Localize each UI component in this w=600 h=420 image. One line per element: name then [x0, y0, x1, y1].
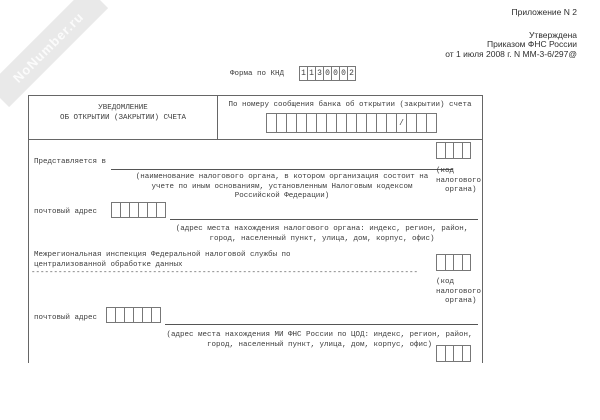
- mri-fns-line2: централизованной обработке данных: [34, 260, 183, 269]
- form-cell: 1: [307, 66, 316, 81]
- dashed-separator: --------------------------------------------------------------------------------------: [31, 269, 419, 277]
- approval-block: [445, 8, 577, 59]
- tax-authority-code-note: (код налогового органа): [436, 167, 482, 194]
- postal-address-label-2: почтовый адрес: [34, 314, 98, 322]
- postal-address-note-1: (адрес места нахождения налогового органа: индекс, регион, район, город, населенный пункт, улица, дом, корпус, офис): [175, 225, 469, 243]
- tax-authority-name-line: [111, 148, 453, 170]
- order-date: от 1 июля 2008 г. N ММ-3-6/297@: [445, 48, 577, 59]
- form-title-box: [28, 95, 483, 140]
- mri-fns-line1: Межрегиональная инспекция Федеральной налоговой службы по: [34, 251, 291, 259]
- knd-label: Форма по КНД: [230, 69, 285, 78]
- form-title-cell: [29, 96, 218, 139]
- bottom-code-boxes: [436, 345, 471, 362]
- form-cell: /: [396, 113, 407, 133]
- watermark-text: NoNumber.ru: [9, 8, 87, 86]
- postal-address-label-1: почтовый адрес: [34, 208, 98, 216]
- mri-code-boxes: [436, 254, 471, 271]
- postal-address-line-2: [165, 313, 478, 325]
- postal-index-boxes-2: [106, 307, 161, 323]
- form-cell: 1: [299, 66, 308, 81]
- form-cell: [426, 113, 437, 133]
- mri-code-note: (код налогового органа): [436, 278, 482, 305]
- form-cell: 0: [331, 66, 340, 81]
- knd-code-boxes: [299, 66, 356, 81]
- form-body: [28, 140, 483, 363]
- form-cell: 0: [323, 66, 332, 81]
- form-cell: 0: [339, 66, 348, 81]
- form-title-line2: ОБ ОТКРЫТИИ (ЗАКРЫТИИ) СЧЕТА: [59, 114, 187, 122]
- postal-index-boxes-1: [111, 202, 166, 218]
- form-cell: [462, 254, 472, 271]
- bank-message-number-boxes: [266, 113, 437, 133]
- tax-authority-note: (наименование налогового органа, в котором организация состоит на учете по иным основаниям, установленным Налоговым кодексом Российской Федерации): [135, 173, 429, 200]
- form-cell: 3: [315, 66, 324, 81]
- knd-row: [230, 66, 356, 81]
- form-cell: 2: [347, 66, 356, 81]
- appendix-number: Приложение N 2: [511, 7, 577, 17]
- postal-address-note-2: (адрес места нахождения МИ ФНС России по ЦОД: индекс, регион, район, город, населенный пункт, улица, дом, корпус, офис): [166, 331, 473, 349]
- approved-label: Утверждена: [529, 29, 577, 40]
- postal-address-line-1: [170, 208, 478, 220]
- form-cell: [462, 345, 472, 362]
- bank-message-label: По номеру сообщения банка об открытии (закрытии) счета: [228, 101, 472, 109]
- tax-authority-code-boxes: [436, 142, 471, 159]
- form-title-line1: УВЕДОМЛЕНИЕ: [98, 104, 148, 112]
- watermark-ribbon: [0, 0, 108, 107]
- approved-by: Приказом ФНС России: [487, 39, 577, 49]
- form-cell: [151, 307, 161, 323]
- form-cell: [156, 202, 166, 218]
- form-cell: [462, 142, 472, 159]
- submitted-to-label: Представляется в: [34, 158, 107, 166]
- bank-message-cell: [218, 96, 482, 139]
